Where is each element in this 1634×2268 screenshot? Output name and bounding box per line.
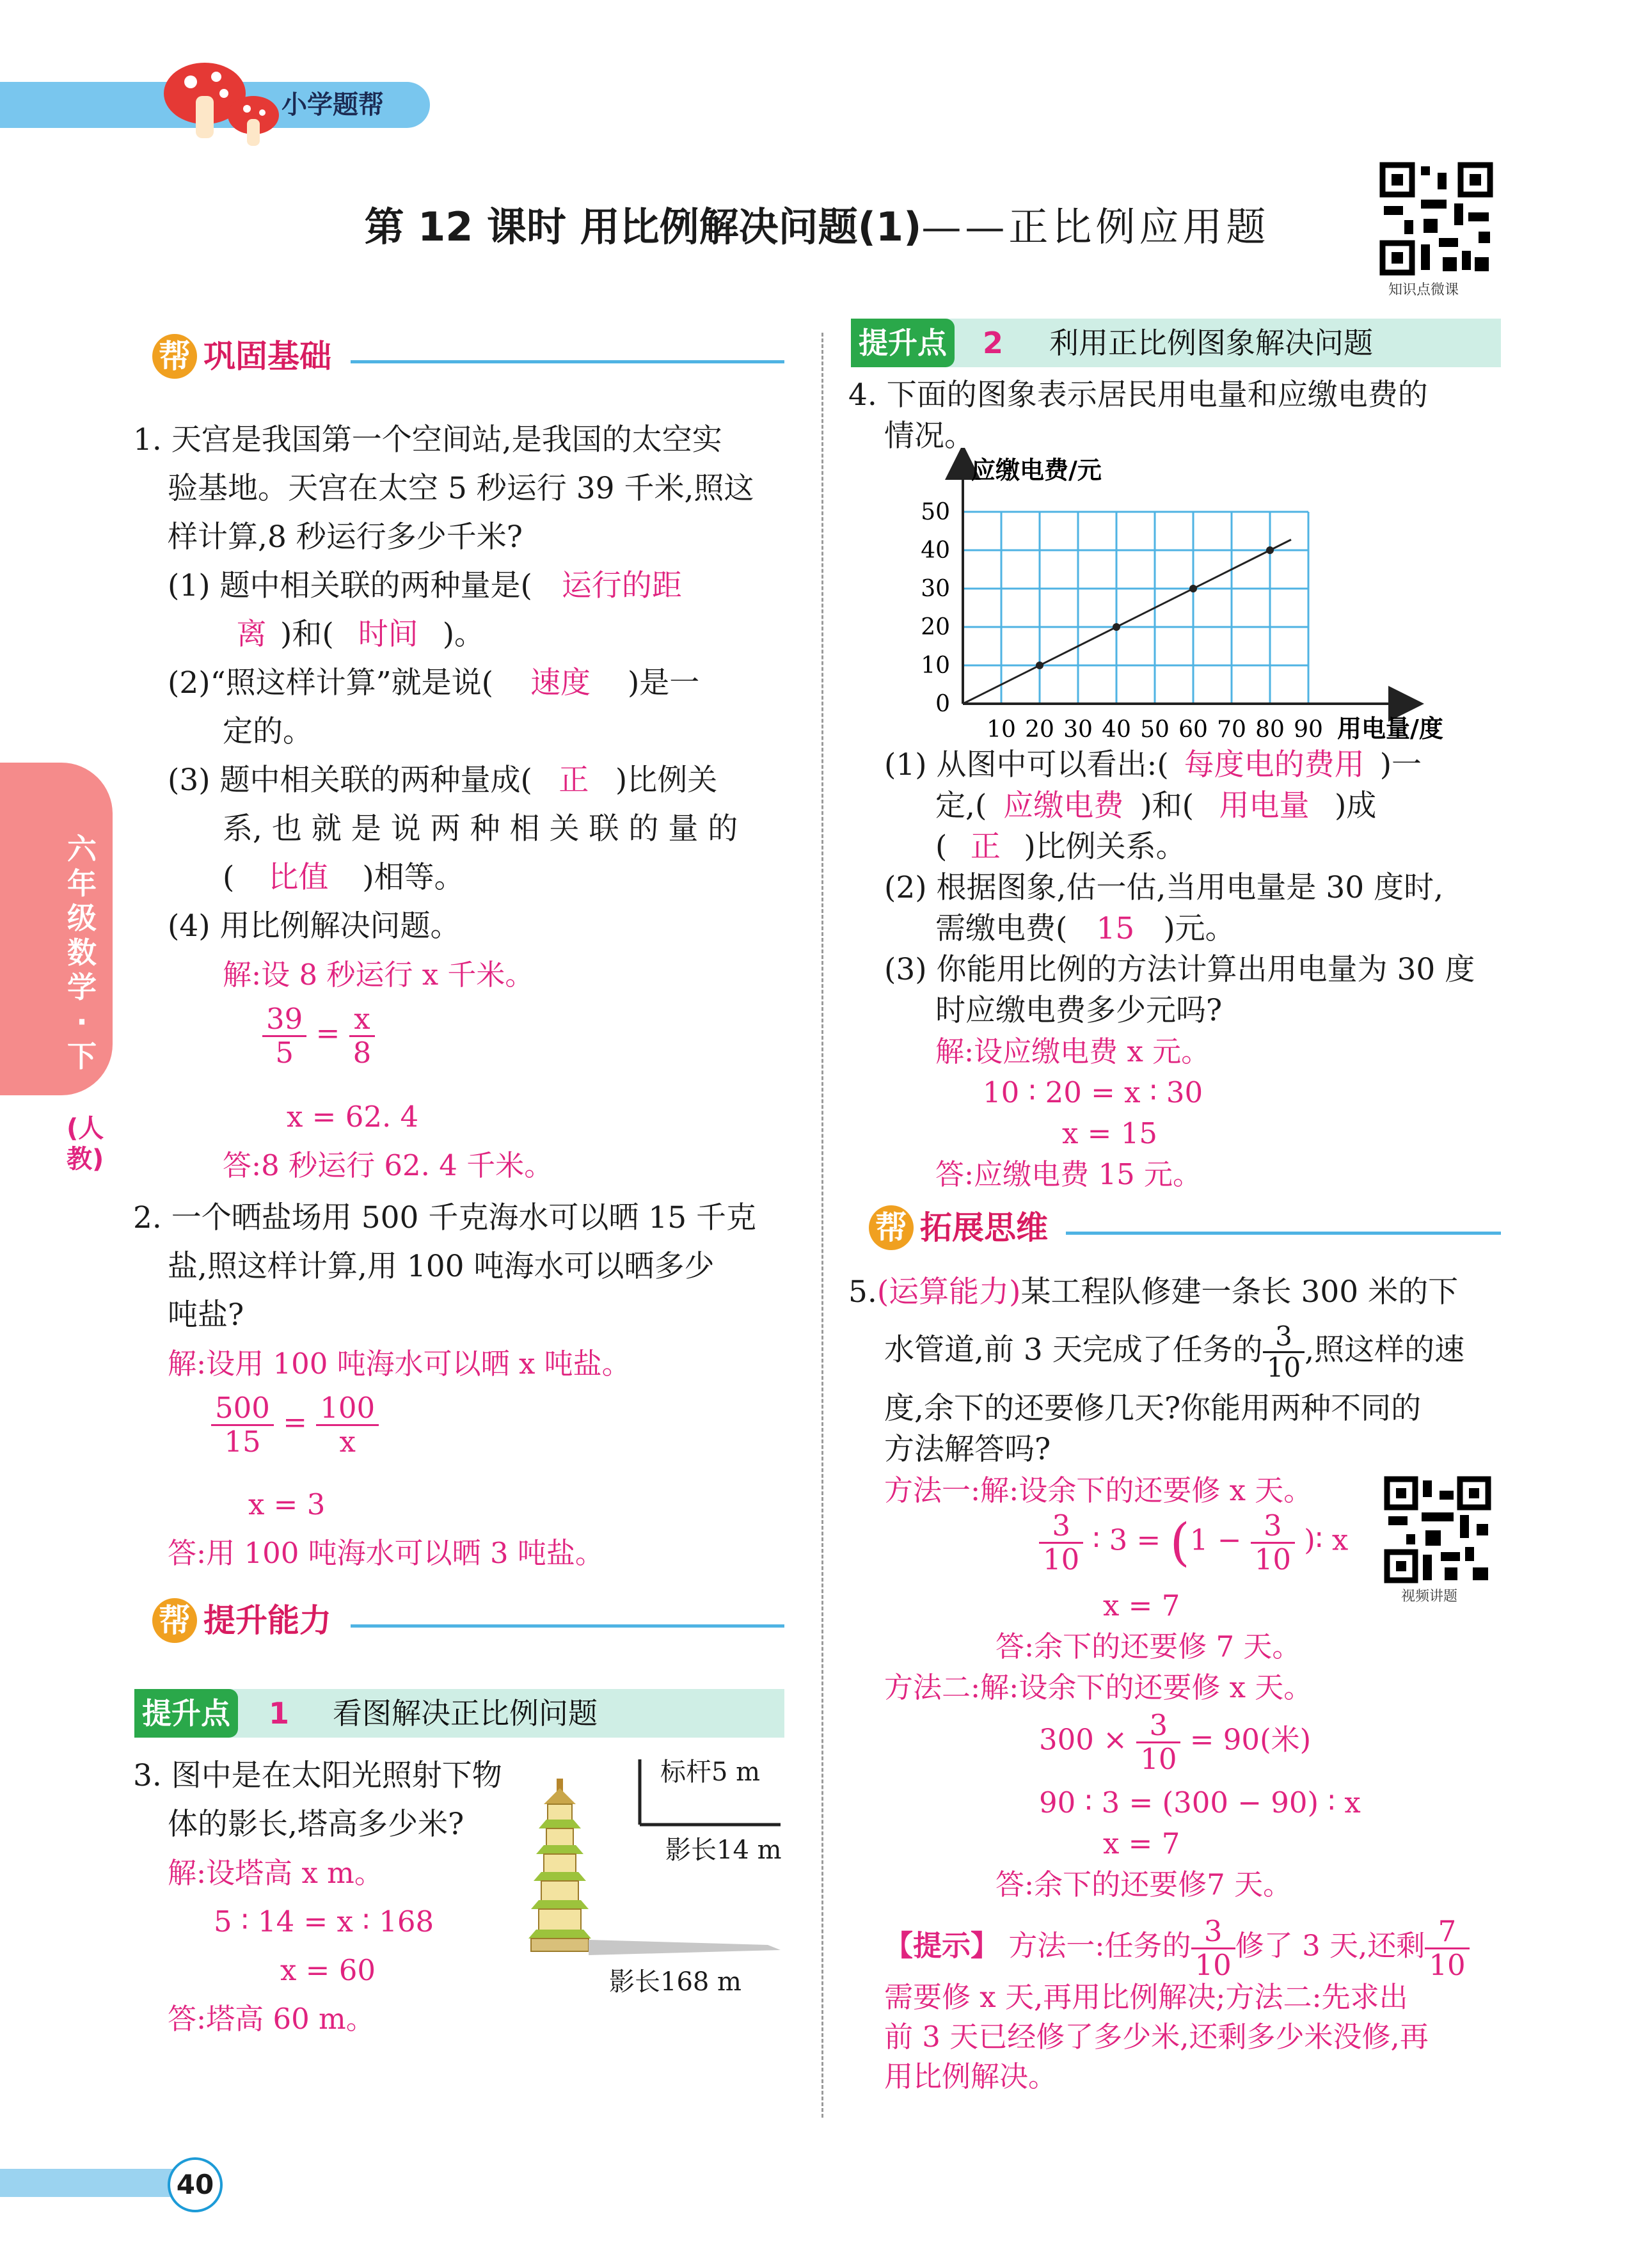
q2-frac-left bbox=[211, 1392, 274, 1457]
chart-point-60 bbox=[1189, 585, 1197, 592]
q4-solution-x: x = 15 bbox=[1062, 1116, 1157, 1150]
section-expand-line bbox=[1066, 1232, 1501, 1235]
q1-sub3-line2: 系, 也 就 是 说 两 种 相 关 联 的 量 的 bbox=[223, 811, 738, 846]
q5-m1-answer: 答:余下的还要修 7 天。 bbox=[995, 1630, 1301, 1663]
q5-m2-x: x = 7 bbox=[1103, 1827, 1180, 1860]
tip-line2: 需要修 x 天,再用比例解决;方法二:先求出 bbox=[884, 1980, 1408, 2014]
section-bang-badge-3: 帮 bbox=[869, 1205, 914, 1250]
qr-code-icon bbox=[1379, 161, 1494, 276]
tip-label: 【提示】 bbox=[884, 1928, 1000, 1963]
title-main: 第 12 课时 用比例解决问题(1) bbox=[364, 203, 922, 250]
pole-label: 标杆5 m bbox=[660, 1757, 761, 1787]
electricity-chart bbox=[876, 448, 1471, 749]
q1-frac-right-den: 8 bbox=[353, 1035, 372, 1070]
q4-proportion: 10 ∶ 20 = x ∶ 30 bbox=[983, 1075, 1203, 1109]
q2-frac-right bbox=[316, 1392, 379, 1457]
tip-line1a: 方法一:任务的 bbox=[1008, 1928, 1191, 1963]
q5-m1-equation: $\frac{3}{10}$ ∶ 3 = (1 − $\frac{3}{10}$ )∶ x bbox=[1039, 1510, 1348, 1575]
page-footer-bar bbox=[0, 2169, 192, 2197]
q4-sub1-text-c: 定,( bbox=[935, 788, 987, 823]
q1-sub2-line1 bbox=[168, 659, 699, 708]
q5-m2-eq1b: = 90(米) bbox=[1189, 1722, 1312, 1757]
q5-m1-frac1 bbox=[1039, 1510, 1083, 1575]
q4-stem-line1: 4. 下面的图象表示居民用电量和应缴电费的 bbox=[848, 377, 1428, 413]
q1-sub1-line1 bbox=[168, 562, 711, 610]
chart-y-tick-40: 40 bbox=[921, 537, 950, 564]
video-qr-label: 视频讲题 bbox=[1401, 1589, 1458, 1605]
chart-y-tick-50: 50 bbox=[921, 499, 950, 525]
chart-x-tick-60: 60 bbox=[1178, 717, 1208, 743]
q2-stem-line3: 吨盐? bbox=[168, 1297, 244, 1333]
q1-answer: 答:8 秒运行 62. 4 千米。 bbox=[223, 1148, 553, 1182]
q1-sub3-text-a: (3) 题中相关联的两种量成( bbox=[168, 763, 532, 798]
point2-title: 利用正比例图象解决问题 bbox=[1049, 326, 1373, 360]
q2-frac-right-num: 100 bbox=[316, 1392, 379, 1426]
q1-sub1-text-c: )。 bbox=[442, 617, 485, 652]
q1-frac-right bbox=[349, 1003, 376, 1068]
q1-proportion bbox=[262, 1003, 375, 1068]
q4-sub1-text-b: )一 bbox=[1379, 747, 1422, 782]
q3-answer: 答:塔高 60 m。 bbox=[168, 2002, 375, 2036]
q4-sub1-text-e: )成 bbox=[1334, 788, 1377, 823]
chart-x-tick-70: 70 bbox=[1217, 717, 1246, 743]
video-qr-code-icon bbox=[1383, 1475, 1492, 1584]
q5-m2-frac-num: 3 bbox=[1136, 1709, 1180, 1743]
q5-m1-frac1-den: 10 bbox=[1043, 1542, 1080, 1576]
q1-sub2-text-a: (2)“照这样计算”就是说( bbox=[168, 665, 493, 701]
q1-ans2: 速度 bbox=[530, 665, 591, 701]
q1-sub2-line2: 定的。 bbox=[223, 714, 313, 749]
q5-m2-eq2: 90 ∶ 3 = (300 − 90) ∶ x bbox=[1039, 1786, 1361, 1820]
chart-x-tick-30: 30 bbox=[1063, 717, 1093, 743]
q4-sub2-line1: (2) 根据图象,估一估,当用电量是 30 度时, bbox=[884, 870, 1444, 905]
q5-stem-line3: 度,余下的还要修几天?你能用两种不同的 bbox=[884, 1391, 1422, 1426]
chart-y-tick-labels bbox=[921, 499, 950, 717]
q1-stem-line2: 验基地。天宫在太空 5 秒运行 39 千米,照这 bbox=[168, 471, 754, 506]
tip-frac2-den: 10 bbox=[1429, 1947, 1466, 1982]
tip-line3: 前 3 天已经修了多少米,还剩多少米没修,再 bbox=[884, 2020, 1429, 2054]
q5-stem-line4: 方法解答吗? bbox=[884, 1432, 1051, 1467]
q4-sub2-text-c: )元。 bbox=[1163, 911, 1235, 946]
brand-name: 小学题帮 bbox=[282, 90, 384, 120]
q5-m2-eq1 bbox=[1039, 1709, 1311, 1775]
q4-sub1-text-g: )比例关系。 bbox=[1024, 829, 1186, 864]
mushroom-logo-icon bbox=[160, 55, 282, 151]
q5-m1-frac1-num: 3 bbox=[1039, 1510, 1083, 1544]
tip-frac2-num: 7 bbox=[1425, 1915, 1469, 1949]
section-basic-title: 巩固基础 bbox=[203, 338, 331, 375]
q2-proportion bbox=[211, 1392, 379, 1457]
q4-ans2: 15 bbox=[1096, 911, 1135, 946]
q2-eq-sign: = bbox=[283, 1405, 307, 1439]
q3-stem-line1: 3. 图中是在太阳光照射下物 bbox=[133, 1758, 502, 1793]
q4-sub2-text-b: 需缴电费( bbox=[935, 911, 1068, 946]
q5-m2-answer: 答:余下的还要修7 天。 bbox=[995, 1868, 1292, 1901]
q3-proportion: 5 ∶ 14 = x ∶ 168 bbox=[214, 1905, 434, 1939]
q5-m1-eq-b: 1 − bbox=[1189, 1523, 1242, 1557]
q5-frac bbox=[1263, 1322, 1305, 1383]
tower-shadow-shape bbox=[589, 1940, 781, 1955]
tip-frac1-num: 3 bbox=[1191, 1915, 1235, 1949]
q4-sub3-line1: (3) 你能用比例的方法计算出用电量为 30 度 bbox=[884, 952, 1475, 987]
q1-ans3a: 正 bbox=[559, 763, 589, 798]
q2-stem-line2: 盐,照这样计算,用 100 吨海水可以晒多少 bbox=[168, 1249, 715, 1284]
q2-answer: 答:用 100 吨海水可以晒 3 吨盐。 bbox=[168, 1536, 604, 1570]
chart-grid bbox=[963, 512, 1308, 704]
q1-sub3-line3 bbox=[223, 853, 464, 902]
chart-series-line-group bbox=[963, 540, 1291, 704]
q5-m1-eq-c: )∶ x bbox=[1304, 1523, 1349, 1557]
q1-eq-sign: = bbox=[315, 1016, 340, 1051]
q3-stem-line2: 体的影长,塔高多少米? bbox=[168, 1807, 464, 1842]
q1-frac-right-num: x bbox=[349, 1003, 376, 1037]
chart-y-tick-10: 10 bbox=[921, 653, 950, 679]
chart-y-tick-20: 20 bbox=[921, 614, 950, 640]
q5-stem-line2 bbox=[884, 1322, 1464, 1383]
q1-sub3-line1 bbox=[168, 756, 717, 805]
q3-solution-set: 解:设塔高 x m。 bbox=[168, 1856, 383, 1890]
q2-frac-right-den: x bbox=[339, 1424, 356, 1459]
tower-shadow-label: 影长168 m bbox=[609, 1967, 742, 1997]
chart-y-tick-30: 30 bbox=[921, 576, 950, 602]
q5-m1-frac2 bbox=[1251, 1510, 1295, 1575]
q1-sub3-text-b: )比例关 bbox=[615, 763, 718, 798]
tip-line4: 用比例解决。 bbox=[884, 2059, 1058, 2093]
pole-shadow-label: 影长14 m bbox=[665, 1836, 782, 1865]
q1-sub4: (4) 用比例解决问题。 bbox=[168, 908, 461, 944]
qr-label: 知识点微课 bbox=[1388, 282, 1459, 298]
q5-stem-2b: ,照这样的速 bbox=[1305, 1332, 1465, 1368]
q1-ans1a: 运行的距 bbox=[561, 568, 682, 603]
point1-num: 1 bbox=[269, 1696, 290, 1731]
q4-sub1-text-a: (1) 从图中可以看出:( bbox=[884, 747, 1169, 782]
q1-ans3b: 比值 bbox=[268, 860, 329, 895]
point2-tag: 提升点 bbox=[851, 319, 955, 367]
q5-m1-x: x = 7 bbox=[1103, 1589, 1180, 1622]
q1-frac-left-num: 39 bbox=[262, 1003, 306, 1037]
q4-ans1d: 正 bbox=[970, 829, 1001, 864]
chart-x-label: 用电量/度 bbox=[1337, 715, 1443, 743]
chart-y-tick-0: 0 bbox=[935, 691, 950, 717]
q1-solution-x: x = 62. 4 bbox=[287, 1100, 419, 1134]
point2-num: 2 bbox=[983, 326, 1004, 360]
chart-x-tick-10: 10 bbox=[987, 717, 1016, 743]
q4-solution-set: 解:设应缴电费 x 元。 bbox=[935, 1035, 1210, 1068]
q1-ans1c: 时间 bbox=[358, 617, 418, 652]
q1-sub3-text-d: ( bbox=[223, 860, 235, 895]
q2-solution-set: 解:设用 100 吨海水可以晒 x 吨盐。 bbox=[168, 1347, 631, 1381]
q2-frac-left-num: 500 bbox=[211, 1392, 274, 1426]
section-expand-title: 拓展思维 bbox=[920, 1209, 1048, 1246]
q1-sub3-text-e: )相等。 bbox=[362, 860, 464, 895]
point1-tag: 提升点 bbox=[134, 1689, 238, 1738]
chart-point-40 bbox=[1113, 623, 1120, 631]
q5-m2-eq1a: 300 × bbox=[1039, 1722, 1127, 1757]
tip-frac1-den: 10 bbox=[1194, 1947, 1232, 1982]
title-sub: ——正比例应用题 bbox=[921, 203, 1270, 250]
q1-solution-set: 解:设 8 秒运行 x 千米。 bbox=[223, 958, 534, 992]
chart-x-tick-labels bbox=[987, 717, 1323, 743]
q5-tag: (运算能力) bbox=[876, 1274, 1021, 1310]
tip-frac2 bbox=[1425, 1915, 1469, 1981]
q4-sub1-text-d: )和( bbox=[1140, 788, 1194, 823]
q4-sub1-text-f: ( bbox=[935, 829, 948, 864]
point1-title: 看图解决正比例问题 bbox=[333, 1696, 598, 1731]
q4-sub3-line2: 时应缴电费多少元吗? bbox=[935, 993, 1223, 1028]
q5-m2-frac-den: 10 bbox=[1140, 1741, 1177, 1776]
q4-ans1b: 应缴电费 bbox=[1003, 788, 1124, 823]
section-bang-badge-2: 帮 bbox=[152, 1598, 197, 1643]
q4-answer: 答:应缴电费 15 元。 bbox=[935, 1157, 1202, 1191]
q1-frac-left bbox=[262, 1003, 306, 1068]
q2-solution-x: x = 3 bbox=[248, 1487, 326, 1521]
q5-m1-frac2-num: 3 bbox=[1251, 1510, 1295, 1544]
section-basic-line bbox=[351, 360, 784, 363]
chart-x-tick-20: 20 bbox=[1025, 717, 1054, 743]
q1-stem-line3: 样计算,8 秒运行多少千米? bbox=[168, 519, 523, 555]
q5-m1-eq-a: ∶ 3 = bbox=[1092, 1523, 1161, 1557]
tip-line1b: 修了 3 天,还剩 bbox=[1235, 1928, 1425, 1963]
section-improve-title: 提升能力 bbox=[203, 1602, 331, 1639]
chart-x-tick-50: 50 bbox=[1140, 717, 1170, 743]
q1-sub1-text-a: (1) 题中相关联的两种量是( bbox=[168, 568, 532, 603]
q1-sub1-text-b: )和( bbox=[280, 617, 334, 652]
section-improve-line bbox=[351, 1624, 784, 1628]
q5-m2-frac bbox=[1136, 1709, 1180, 1775]
q2-stem-line1: 2. 一个晒盐场用 500 千克海水可以晒 15 千克 bbox=[133, 1200, 757, 1235]
column-divider bbox=[821, 333, 823, 2118]
q3-solution-x: x = 60 bbox=[280, 1953, 376, 1987]
q1-sub2-text-b: )是一 bbox=[627, 665, 700, 701]
q4-ans1a: 每度电的费用 bbox=[1184, 747, 1365, 782]
chart-x-tick-80: 80 bbox=[1255, 717, 1285, 743]
side-edition: (人教) bbox=[67, 1114, 104, 1174]
pagoda-tower-icon bbox=[528, 1779, 591, 1951]
q2-frac-left-den: 15 bbox=[224, 1424, 261, 1459]
q5-stem-1: 某工程队修建一条长 300 米的下 bbox=[1020, 1274, 1459, 1310]
page-number: 40 bbox=[168, 2157, 223, 2212]
chart-point-80 bbox=[1266, 546, 1274, 554]
q1-sub1-line2 bbox=[223, 610, 484, 659]
tip-frac1 bbox=[1191, 1915, 1235, 1981]
q5-m2-head: 方法二:解:设余下的还要修 x 天。 bbox=[884, 1670, 1313, 1704]
section-bang-badge: 帮 bbox=[152, 334, 197, 379]
chart-point-20 bbox=[1036, 662, 1043, 669]
q1-ans1b: 离 bbox=[236, 617, 267, 652]
q4-stem-line2: 情况。 bbox=[884, 418, 974, 454]
q5-frac-den: 10 bbox=[1266, 1352, 1301, 1384]
q5-m1-frac2-den: 10 bbox=[1254, 1542, 1291, 1576]
chart-x-tick-40: 40 bbox=[1102, 717, 1131, 743]
q5-frac-num: 3 bbox=[1263, 1322, 1305, 1353]
chart-y-label: 应缴电费/元 bbox=[971, 456, 1102, 484]
side-grade: 六年级数学·下 bbox=[67, 832, 97, 1074]
chart-x-tick-90: 90 bbox=[1294, 717, 1323, 743]
q1-frac-left-den: 5 bbox=[275, 1035, 294, 1070]
tip-line1 bbox=[884, 1915, 1470, 1981]
q1-stem-line1: 1. 天宫是我国第一个空间站,是我国的太空实 bbox=[133, 422, 722, 457]
q4-ans1c: 用电量 bbox=[1219, 788, 1310, 823]
q5-m1-head: 方法一:解:设余下的还要修 x 天。 bbox=[884, 1473, 1313, 1507]
chart-series-line bbox=[963, 540, 1291, 704]
q5-stem-2a: 水管道,前 3 天完成了任务的 bbox=[884, 1332, 1263, 1368]
q5-stem-line1: 5.(运算能力)某工程队修建一条长 300 米的下 bbox=[848, 1274, 1459, 1310]
